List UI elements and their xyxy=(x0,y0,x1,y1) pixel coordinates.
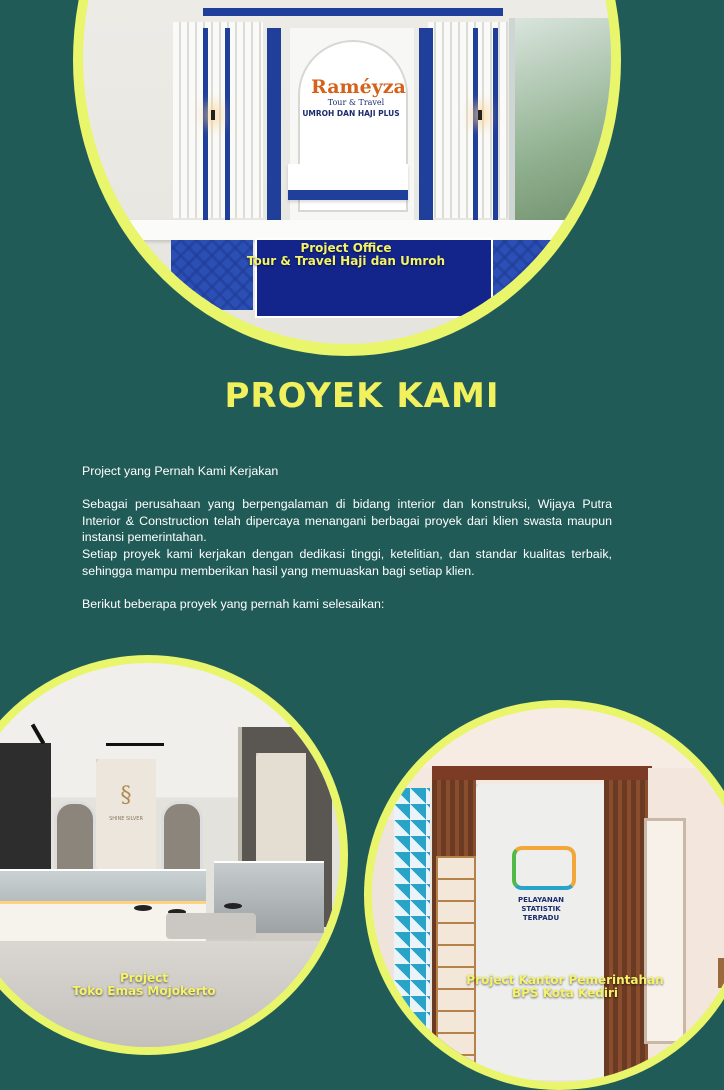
caption-government-line2: BPS Kota Kediri xyxy=(511,986,619,1000)
shine-silver-sign: SHINE SILVER xyxy=(109,816,143,822)
shine-silver-logo-icon: § xyxy=(120,783,132,808)
government-office-photo xyxy=(372,708,724,1082)
quality-paragraph: Setiap proyek kami kerjakan dengan dedikasi tinggi, ketelitian, dan standar kualitas terbaik, sehingga mampu memberikan hasil yang memuaskan bagi setiap klien. xyxy=(82,547,612,578)
project-photo-travel-office xyxy=(73,0,621,356)
rameyza-logo: Raméyza xyxy=(311,76,406,98)
caption-jewelry-store xyxy=(44,972,244,998)
intro-paragraph: Sebagai perusahaan yang berpengalaman di bidang interior dan konstruksi, Wijaya Putra Interior & Construction telah dipercaya menangani berbagai proyek dari klien swasta maupun instansi pemerintahan. xyxy=(82,497,612,544)
list-intro-paragraph: Berikut beberapa proyek yang pernah kami selesaikan: xyxy=(82,597,385,611)
rameyza-logo-sub: Tour & Travel xyxy=(327,98,385,107)
travel-office-photo xyxy=(83,0,611,344)
section-subtitle: Project yang Pernah Kami Kerjakan xyxy=(82,464,279,478)
project-photo-government-office xyxy=(364,700,724,1090)
caption-travel-line1: Project Office xyxy=(300,241,392,255)
caption-government-office xyxy=(455,974,675,1000)
pst-logo-icon xyxy=(512,846,576,890)
caption-jewelry-line2: Toko Emas Mojokerto xyxy=(72,984,216,998)
pst-sign xyxy=(484,896,598,923)
caption-travel-line2: Tour & Travel Haji dan Umroh xyxy=(246,254,446,268)
pst-sign-line3: TERPADU xyxy=(522,914,560,922)
caption-jewelry-line1: Project xyxy=(119,971,169,985)
caption-travel-office xyxy=(246,242,446,268)
page-title: PROYEK KAMI xyxy=(224,376,500,416)
pst-sign-line1: PELAYANAN xyxy=(517,896,565,904)
pst-sign-line2: STATISTIK xyxy=(521,905,561,913)
rameyza-tagline: UMROH DAN HAJI PLUS xyxy=(302,109,400,118)
caption-government-line1: Project Kantor Pemerintahan xyxy=(466,973,664,987)
